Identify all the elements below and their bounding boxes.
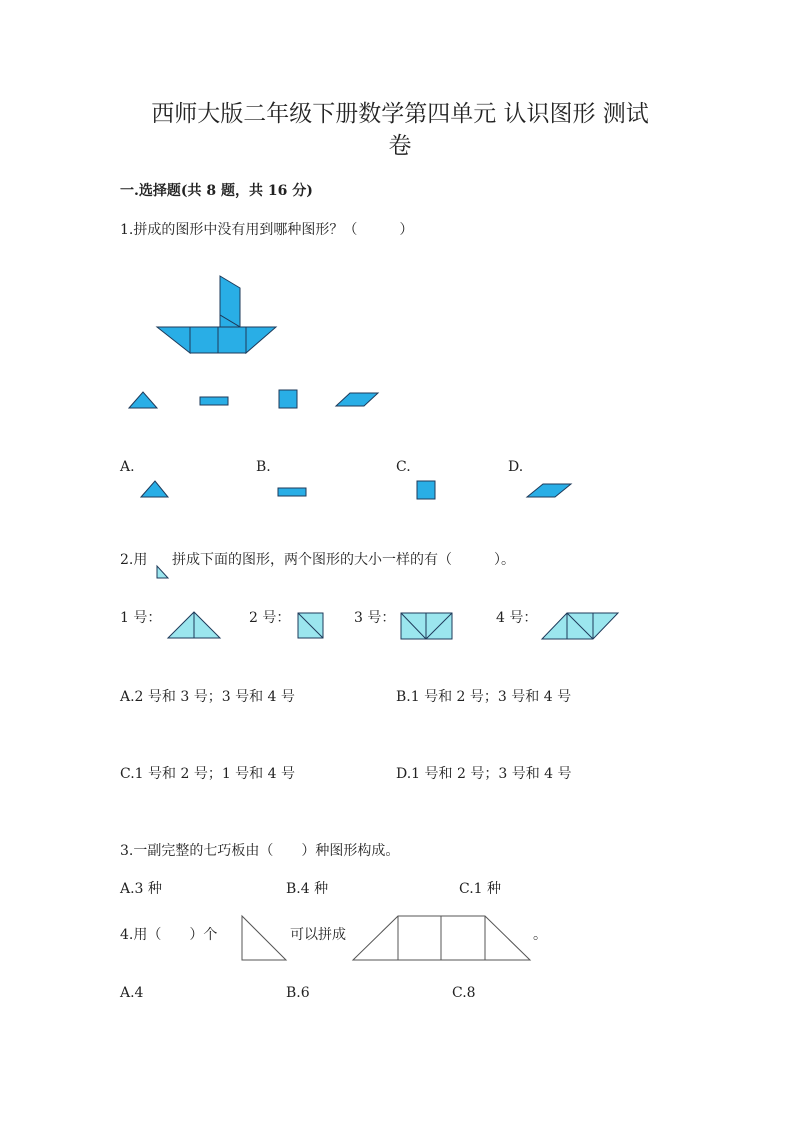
q4-trapezoid <box>353 916 530 960</box>
figure-2 <box>298 613 323 638</box>
page-title-line2: 卷 <box>388 133 412 159</box>
q1-option-a[interactable]: A. <box>120 459 135 475</box>
q2-option-b[interactable]: B.1 号和 2 号；3 号和 4 号 <box>396 689 572 705</box>
sail-parallelogram <box>220 276 240 327</box>
boat-right-triangle <box>246 327 276 353</box>
shape-square <box>279 390 297 408</box>
section-header: 一.选择题(共 8 题，共 16 分) <box>120 183 313 199</box>
question-4-stem-c: 。 <box>533 927 547 943</box>
sail-triangle <box>220 315 240 327</box>
question-4-stem-b: 可以拼成 <box>290 927 346 943</box>
q1-option-d[interactable]: D. <box>508 459 524 475</box>
q1-option-c[interactable]: C. <box>396 459 411 475</box>
q3-option-a[interactable]: A.3 种 <box>120 881 162 897</box>
q3-option-c[interactable]: C.1 种 <box>459 881 502 897</box>
q2-option-c[interactable]: C.1 号和 2 号；1 号和 4 号 <box>120 766 295 782</box>
figure-4 <box>542 613 618 639</box>
question-1-stem: 1.拼成的图形中没有用到哪种图形？（ ） <box>120 222 414 238</box>
question-3-stem: 3.一副完整的七巧板由（ ）种图形构成。 <box>120 843 400 859</box>
figure-1 <box>168 612 220 638</box>
shape-parallelogram <box>336 393 378 406</box>
shape-triangle <box>129 392 157 408</box>
boat-left-triangle <box>157 327 190 353</box>
q2-unit-triangle <box>157 566 168 578</box>
question-4-stem-a: 4.用（ ）个 <box>120 927 218 943</box>
q1-option-b[interactable]: B. <box>256 459 271 475</box>
shape-rectangle <box>200 397 228 405</box>
q2-option-a[interactable]: A.2 号和 3 号；3 号和 4 号 <box>120 689 295 705</box>
figure-2-label: 2 号： <box>249 610 291 626</box>
q4-option-c[interactable]: C.8 <box>452 985 476 1001</box>
option-b-rectangle <box>278 488 306 496</box>
option-c-square <box>417 481 435 499</box>
option-a-triangle <box>141 481 168 497</box>
q3-option-b[interactable]: B.4 种 <box>286 881 329 897</box>
page-title-line1: 西师大版二年级下册数学第四单元 认识图形 测试 <box>151 101 649 127</box>
figure-4-label: 4 号： <box>496 610 538 626</box>
figure-1-label: 1 号： <box>120 610 162 626</box>
option-d-parallelogram <box>527 484 571 497</box>
boat-square-right <box>218 327 246 353</box>
q4-right-triangle <box>242 916 286 960</box>
figure-3-label: 3 号： <box>354 610 396 626</box>
boat-square-left <box>190 327 218 353</box>
q4-option-a[interactable]: A.4 <box>120 985 144 1001</box>
q2-option-d[interactable]: D.1 号和 2 号；3 号和 4 号 <box>396 766 572 782</box>
q4-option-b[interactable]: B.6 <box>286 985 310 1001</box>
question-2-stem-b: 拼成下面的图形，两个图形的大小一样的有（ ）。 <box>172 552 515 568</box>
figure-3 <box>401 613 452 639</box>
question-2-stem-a: 2.用 <box>120 552 148 568</box>
